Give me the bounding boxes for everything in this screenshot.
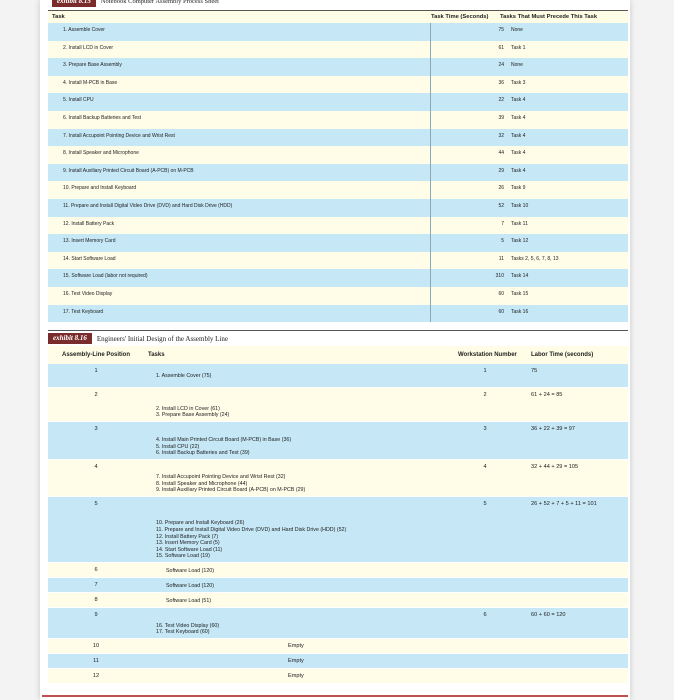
divider	[48, 330, 628, 331]
task-time: 61	[498, 44, 504, 51]
table-row	[48, 146, 628, 164]
task-time: 39	[498, 114, 504, 121]
task-list	[156, 623, 396, 636]
header-tasks: Tasks	[148, 352, 165, 358]
task-name: 12. Install Battery Pack	[63, 220, 115, 227]
task-precedence: Task 4	[511, 167, 526, 174]
task-precedence: Task 15	[511, 290, 529, 297]
workstation-number: 2	[483, 392, 487, 398]
table-row	[48, 93, 628, 111]
task-precedence: Tasks 2, 5, 6, 7, 8, 13	[511, 255, 559, 262]
empty-label: Empty	[288, 643, 304, 649]
labor-time: 36 + 22 + 39 = 97	[531, 426, 576, 432]
task-precedence: Task 4	[511, 132, 526, 139]
task-name: 4. Install M-PCB in Base	[63, 79, 118, 86]
exhibit2-header	[48, 346, 628, 364]
empty-label: Empty	[288, 673, 304, 679]
exhibit1-table	[48, 23, 628, 322]
line-position: 7	[94, 582, 98, 588]
task-list	[156, 474, 396, 494]
header-workstation: Workstation Number	[458, 352, 517, 358]
exhibit2-title	[48, 333, 228, 344]
task-list	[166, 568, 406, 575]
table-row	[48, 252, 628, 270]
task-item: 12. Install Battery Pack (7)	[156, 533, 219, 540]
task-time: 32	[498, 132, 504, 139]
task-item: 6. Install Backup Batteries and Test (39)	[156, 450, 250, 457]
exhibit2-badge: exhibit 8.16	[48, 333, 92, 344]
table-row	[48, 181, 628, 199]
header-task: Task	[52, 14, 65, 20]
column-divider	[430, 41, 431, 59]
task-item: 16. Test Video Display (60)	[156, 622, 220, 629]
line-position: 6	[94, 567, 98, 573]
labor-time: 26 + 52 + 7 + 5 + 11 = 101	[531, 501, 597, 507]
task-precedence: Task 4	[511, 114, 526, 121]
task-time: 5	[501, 238, 504, 245]
task-precedence: Task 12	[511, 238, 529, 245]
task-name: 1. Assemble Cover	[63, 27, 105, 33]
task-name: 11. Prepare and Install Digital Video Drive (DVD) and Hard Disk Drive (HDD)	[63, 202, 233, 209]
task-time: 7	[501, 220, 504, 227]
column-divider	[430, 129, 431, 147]
task-item: 3. Prepare Base Assembly (24)	[156, 412, 230, 419]
task-name: 3. Prepare Base Assembly	[63, 62, 122, 69]
table-row	[48, 563, 628, 578]
workstation-number: 5	[483, 501, 487, 507]
task-item: 14. Start Software Load (11)	[156, 546, 223, 553]
line-position: 11	[93, 658, 99, 664]
workstation-number: 4	[483, 464, 487, 470]
column-divider	[430, 76, 431, 94]
task-item: Software Load (51)	[166, 597, 212, 604]
exhibit1-header	[48, 10, 628, 24]
task-name: 13. Insert Memory Card	[63, 238, 116, 245]
table-row	[48, 111, 628, 129]
line-position: 5	[94, 501, 98, 507]
task-list	[156, 437, 396, 457]
task-list	[156, 373, 396, 380]
task-precedence: Task 4	[511, 97, 526, 104]
empty-label: Empty	[288, 658, 304, 664]
task-precedence: Task 11	[511, 220, 528, 227]
task-name: 5. Install CPU	[63, 97, 94, 104]
labor-time: 61 + 24 = 85	[531, 392, 563, 398]
column-divider	[430, 234, 431, 252]
task-precedence: Task 16	[511, 308, 529, 315]
task-time: 60	[498, 290, 504, 297]
table-row	[48, 639, 628, 654]
task-list	[166, 583, 406, 590]
task-time: 26	[498, 185, 504, 192]
task-time: 75	[498, 27, 504, 33]
column-divider	[430, 164, 431, 182]
task-name: 17. Test Keyboard	[63, 308, 104, 315]
task-list	[156, 520, 396, 560]
task-name: 15. Software Load (labor not required)	[63, 273, 148, 280]
table-row	[48, 460, 628, 497]
task-item: 8. Install Speaker and Microphone (44)	[156, 480, 248, 487]
exhibit2-table	[48, 364, 628, 684]
table-row	[48, 129, 628, 147]
line-position: 2	[94, 392, 98, 398]
task-item: 10. Prepare and Install Keyboard (26)	[156, 520, 245, 527]
task-item: 4. Install Main Printed Circuit Board (M-PCB) in Base (36)	[156, 437, 292, 444]
line-position: 10	[92, 643, 100, 649]
column-divider	[430, 269, 431, 287]
column-divider	[430, 287, 431, 305]
table-row	[48, 164, 628, 182]
task-time: 310	[495, 273, 504, 280]
exhibit2-title-text: Engineers' Initial Design of the Assembly Line	[96, 334, 228, 343]
table-row	[48, 76, 628, 94]
task-item: 17. Test Keyboard (60)	[156, 629, 210, 636]
task-item: Software Load (120)	[166, 582, 214, 589]
task-item: 1. Assemble Cover (75)	[156, 373, 212, 380]
task-time: 11	[498, 255, 504, 262]
table-row	[48, 497, 628, 563]
table-row	[48, 217, 628, 235]
column-divider	[430, 23, 431, 41]
column-divider	[430, 199, 431, 217]
table-row	[48, 364, 628, 388]
labor-time: 60 + 60 = 120	[531, 612, 566, 618]
document-page	[40, 0, 630, 700]
task-item: 11. Prepare and Install Digital Video Drive (DVD) and Hard Disk Drive (HDD) (52)	[156, 526, 347, 533]
header-precede: Tasks That Must Precede This Task	[500, 14, 598, 20]
line-position: 9	[94, 612, 98, 618]
task-time: 52	[498, 202, 504, 209]
table-row	[48, 388, 628, 422]
task-item: 2. Install LCD in Cover (61)	[156, 405, 220, 412]
task-name: 9. Install Auxiliary Printed Circuit Board (A-PCB) on M-PCB	[63, 167, 194, 174]
task-time: 22	[498, 97, 504, 104]
bottom-rule	[42, 695, 628, 697]
header-position: Assembly-Line Position	[62, 352, 131, 358]
task-name: 16. Test Video Display	[63, 290, 113, 297]
task-precedence: Task 4	[511, 150, 526, 157]
workstation-number: 6	[483, 612, 487, 618]
column-divider	[430, 146, 431, 164]
task-item: Software Load (120)	[166, 567, 214, 574]
table-row	[48, 23, 628, 41]
table-row	[48, 593, 628, 608]
exhibit1-title-text: Notebook Computer Assembly Process Sheet	[100, 0, 219, 5]
header-task-time: Task Time (Seconds)	[431, 14, 489, 20]
column-divider	[430, 217, 431, 235]
table-row	[48, 58, 628, 76]
column-divider	[430, 252, 431, 270]
task-time: 44	[498, 150, 504, 157]
task-time: 60	[498, 308, 504, 315]
task-name: 7. Install Accupoint Pointing Device and Wrist Rest	[63, 132, 175, 139]
task-item: 7. Install Accupoint Pointing Device and Wrist Rest (32)	[156, 474, 286, 481]
table-row	[48, 669, 628, 684]
task-precedence: None	[511, 62, 523, 69]
table-row	[48, 422, 628, 460]
line-position: 3	[94, 426, 98, 432]
task-list	[156, 406, 396, 419]
line-position: 8	[94, 597, 98, 603]
header-labor-time: Labor Time (seconds)	[531, 352, 594, 358]
task-name: 6. Install Backup Batteries and Test	[63, 114, 142, 121]
task-precedence: Task 1	[511, 44, 526, 51]
table-row	[48, 269, 628, 287]
task-time: 29	[498, 167, 504, 174]
task-item: 15. Software Load (19)	[156, 553, 210, 560]
table-row	[48, 234, 628, 252]
task-name: 14. Start Software Load	[63, 255, 116, 262]
line-position: 12	[92, 673, 100, 679]
table-row	[48, 305, 628, 323]
task-item: 9. Install Auxiliary Printed Circuit Board (A-PCB) on M-PCB (29)	[156, 487, 306, 494]
workstation-number: 1	[483, 368, 487, 374]
table-row	[48, 578, 628, 593]
labor-time: 32 + 44 + 29 = 105	[531, 464, 579, 470]
task-precedence: Task 14	[511, 273, 529, 280]
labor-time: 75	[531, 368, 538, 374]
table-row	[48, 41, 628, 59]
line-position: 1	[94, 368, 98, 374]
column-divider	[430, 93, 431, 111]
column-divider	[430, 181, 431, 199]
task-list	[166, 598, 406, 605]
table-row	[48, 608, 628, 639]
task-item: 13. Insert Memory Card (5)	[156, 540, 220, 547]
table-row	[48, 199, 628, 217]
task-name: 10. Prepare and Install Keyboard	[63, 185, 137, 192]
task-precedence: Task 10	[511, 202, 529, 209]
exhibit1-title	[52, 0, 219, 7]
line-position: 4	[94, 464, 98, 470]
column-divider	[430, 305, 431, 323]
task-precedence: Task 3	[511, 79, 526, 86]
task-name: 8. Install Speaker and Microphone	[63, 150, 139, 157]
workstation-number: 3	[483, 426, 487, 432]
column-divider	[430, 58, 431, 76]
task-precedence: None	[511, 27, 523, 33]
task-time: 24	[498, 62, 504, 69]
task-precedence: Task 9	[511, 185, 526, 192]
task-item: 5. Install CPU (22)	[156, 443, 200, 450]
task-time: 36	[498, 79, 504, 86]
column-divider	[430, 111, 431, 129]
task-name: 2. Install LCD in Cover	[63, 44, 114, 51]
table-row	[48, 287, 628, 305]
exhibit1-badge: exhibit 8.15	[52, 0, 96, 7]
table-row	[48, 654, 628, 669]
